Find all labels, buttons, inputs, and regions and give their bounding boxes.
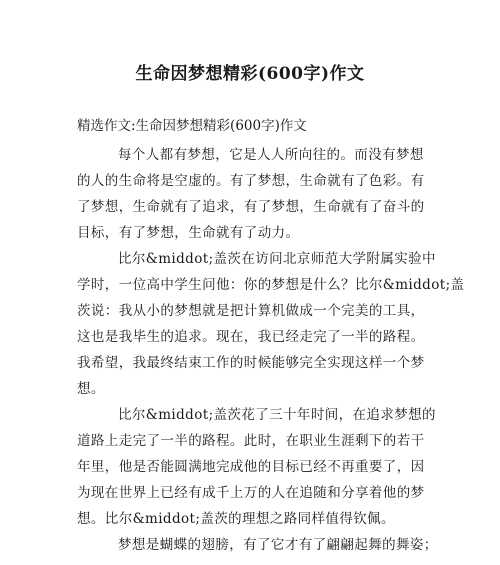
text-line: 道路上走完了一半的路程。此时，在职业生涯剩下的若干 (77, 433, 425, 449)
text-line: 为现在世界上已经有成千上万的人在追随和分享着他的梦 (77, 485, 425, 501)
text-line: 这也是我毕生的追求。现在，我已经走完了一半的路程。 (77, 329, 425, 345)
text-line: 我希望，我最终结束工作的时候能够完全实现这样一个梦 (77, 355, 425, 371)
text-line: 了梦想，生命就有了追求，有了梦想，生命就有了奋斗的 (77, 199, 425, 215)
text-line: 比尔&middot;盖茨在访问北京师范大学附属实验中 (118, 251, 436, 267)
text-line: 梦想是蝴蝶的翅膀，有了它才有了翩翩起舞的舞姿； (118, 537, 438, 553)
text-line: 年里，他是否能圆满地完成他的目标已经不再重要了，因 (77, 459, 425, 475)
text-line: 学时，一位高中学生问他：你的梦想是什么？比尔&middot;盖 (77, 277, 465, 293)
text-line: 目标，有了梦想，生命就有了动力。 (77, 225, 300, 241)
text-line: 想。 (77, 381, 105, 397)
document-subtitle: 精选作文:生命因梦想精彩(600字)作文 (77, 118, 307, 134)
text-line: 比尔&middot;盖茨花了三十年时间，在追求梦想的 (118, 407, 436, 423)
text-line: 茨说：我从小的梦想就是把计算机做成一个完美的工具， (77, 303, 425, 319)
text-line: 的人的生命将是空虚的。有了梦想，生命就有了色彩。有 (77, 173, 425, 189)
text-line: 想。比尔&middot;盖茨的理想之路同样值得钦佩。 (77, 511, 395, 527)
text-line: 每个人都有梦想，它是人人所向往的。而没有梦想 (118, 147, 424, 163)
document-title: 生命因梦想精彩(600字)作文 (135, 64, 365, 84)
